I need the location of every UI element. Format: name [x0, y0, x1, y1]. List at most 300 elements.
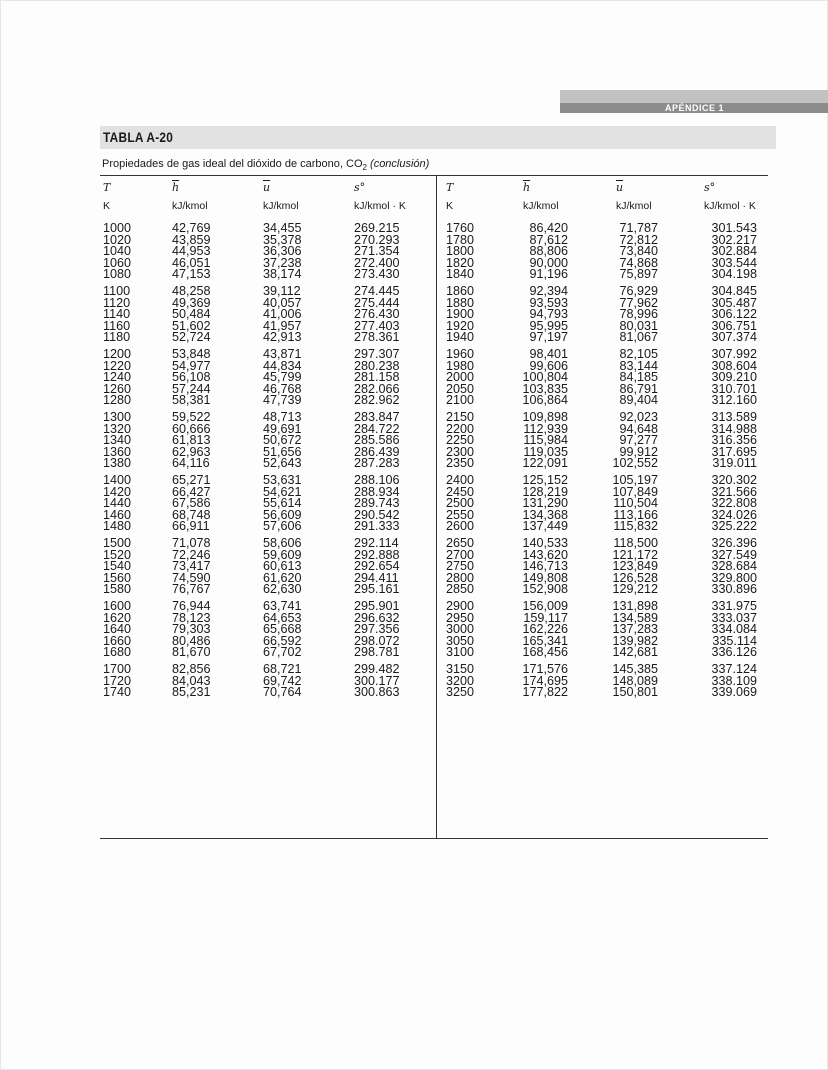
- table-cell: 1060: [103, 255, 132, 270]
- table-cell: 1000: [103, 221, 132, 235]
- table-cell: 304.845: [711, 284, 757, 298]
- table-cell: 1980: [446, 358, 475, 373]
- row-group: [103, 412, 131, 470]
- table-cell: 313.589: [711, 410, 757, 424]
- table-cell: 100,804: [522, 370, 568, 384]
- row-group: [172, 223, 211, 281]
- table-cell: 1420: [103, 484, 132, 499]
- table-cell: 2100: [446, 393, 475, 407]
- table-cell: 102,552: [612, 456, 658, 470]
- table-cell: 148,089: [612, 673, 658, 688]
- table-cell: 2750: [446, 559, 475, 573]
- row-group: [700, 286, 757, 344]
- table-cell: 66,592: [263, 633, 302, 648]
- table-cell: 137,449: [522, 519, 568, 533]
- table-cell: 122,091: [522, 456, 568, 470]
- table-title-band: [100, 126, 776, 149]
- table-cell: 54,977: [172, 358, 211, 373]
- column-left-u: [263, 223, 302, 704]
- table-cell: 73,417: [172, 559, 211, 573]
- table-cell: 1240: [103, 370, 132, 384]
- table-cell: 149,808: [522, 570, 568, 585]
- table-cell: 269.215: [354, 221, 400, 235]
- table-cell: 1580: [103, 582, 132, 596]
- table-cell: 296.632: [354, 610, 400, 625]
- appendix-band: [560, 90, 828, 116]
- table-cell: 40,057: [263, 295, 302, 310]
- table-cell: 1560: [103, 570, 132, 585]
- table-cell: 58,606: [263, 536, 302, 550]
- row-group: [446, 349, 474, 407]
- table-cell: 42,913: [263, 330, 302, 344]
- table-cell: 65,668: [263, 622, 302, 636]
- table-cell: 75,897: [619, 267, 658, 281]
- row-group: [103, 664, 131, 699]
- row-group: [263, 223, 302, 281]
- table-cell: 292.114: [354, 536, 399, 550]
- table-cell: 307.374: [711, 330, 757, 344]
- row-group: [446, 664, 474, 699]
- table-cell: 51,602: [172, 318, 211, 333]
- table-cell: 2000: [446, 370, 475, 384]
- table-cell: 336.126: [711, 645, 757, 659]
- table-cell: 285.586: [354, 433, 400, 447]
- table-cell: 64,116: [172, 456, 210, 470]
- row-group: [103, 601, 131, 659]
- header-left-h-unit: kJ/kmol: [172, 200, 208, 212]
- table-cell: 2900: [446, 599, 475, 613]
- table-cell: 61,620: [263, 570, 302, 585]
- table-cell: 56,609: [263, 507, 302, 522]
- header-right-T-symbol: T: [446, 181, 454, 194]
- table-cell: 335.114: [712, 633, 757, 648]
- table-cell: 43,859: [172, 232, 211, 247]
- table-cell: 2350: [446, 456, 475, 470]
- column-left-h: [172, 223, 211, 704]
- row-group: [446, 475, 474, 533]
- table-cell: 55,614: [263, 496, 302, 510]
- table-cell: 113,166: [613, 507, 658, 522]
- table-cell: 1540: [103, 559, 132, 573]
- table-cell: 105,197: [612, 473, 658, 487]
- table-cell: 43,871: [263, 347, 302, 361]
- table-cell: 2250: [446, 433, 475, 447]
- table-cell: 271.354: [354, 244, 400, 258]
- table-cell: 118,500: [613, 536, 658, 550]
- table-cell: 305.487: [711, 295, 757, 310]
- table-cell: 1380: [103, 456, 132, 470]
- table-cell: 322.808: [711, 496, 757, 510]
- table-cell: 109,898: [522, 410, 568, 424]
- table-cell: 291.333: [354, 519, 400, 533]
- table-cell: 150,801: [612, 685, 658, 699]
- table-cell: 1720: [103, 673, 132, 688]
- table-cell: 80,486: [172, 633, 211, 648]
- table-cell: 98,401: [529, 347, 568, 361]
- row-group: [263, 349, 302, 407]
- table-cell: 1880: [446, 295, 475, 310]
- table-cell: 44,834: [263, 358, 302, 373]
- table-cell: 47,153: [172, 267, 211, 281]
- table-cell: 308.604: [711, 358, 757, 373]
- table-center-divider: [436, 175, 437, 838]
- table-cell: 56,108: [172, 370, 211, 384]
- row-group: [598, 286, 658, 344]
- table-cell: 53,631: [263, 473, 302, 487]
- table-bottom-rule: [100, 838, 768, 839]
- table-cell: 1960: [446, 347, 475, 361]
- table-cell: 134,589: [612, 610, 658, 625]
- row-group: [263, 538, 302, 596]
- table-cell: 1080: [103, 267, 132, 281]
- table-cell: 85,231: [172, 685, 211, 699]
- column-right-h: [506, 223, 568, 704]
- table-cell: 1120: [103, 295, 131, 310]
- table-cell: 1940: [446, 330, 475, 344]
- row-group: [172, 538, 211, 596]
- table-cell: 62,630: [263, 582, 302, 596]
- header-left-s-unit: kJ/kmol · K: [354, 200, 406, 212]
- row-group: [506, 538, 568, 596]
- table-cell: 331.975: [711, 599, 757, 613]
- header-right-u-unit: kJ/kmol: [616, 200, 652, 212]
- table-cell: 288.106: [354, 473, 400, 487]
- table-cell: 1520: [103, 547, 132, 562]
- table-cell: 76,929: [619, 284, 658, 298]
- table-cell: 339.069: [711, 685, 757, 699]
- table-cell: 106,864: [522, 393, 568, 407]
- table-cell: 50,484: [172, 307, 211, 321]
- table-cell: 121,172: [612, 547, 658, 562]
- table-cell: 334.084: [711, 622, 757, 636]
- table-cell: 78,996: [619, 307, 658, 321]
- table-cell: 290.542: [354, 507, 400, 522]
- table-cell: 110,504: [613, 496, 658, 510]
- table-cell: 282.962: [354, 393, 400, 407]
- table-cell: 1440: [103, 496, 132, 510]
- table-cell: 90,000: [529, 255, 568, 270]
- table-cell: 312.160: [711, 393, 757, 407]
- table-cell: 1700: [103, 662, 132, 676]
- row-group: [700, 412, 757, 470]
- table-cell: 3100: [446, 645, 475, 659]
- table-cell: 45,799: [263, 370, 302, 384]
- table-cell: 275.444: [354, 295, 400, 310]
- table-cell: 310.701: [711, 381, 757, 396]
- row-group: [446, 538, 474, 596]
- table-cell: 59,609: [263, 547, 302, 562]
- table-cell: 297.356: [354, 622, 400, 636]
- caption-main: Propiedades de gas ideal del dióxido de carbono, CO: [102, 158, 363, 170]
- table-cell: 95,995: [529, 318, 568, 333]
- row-group: [354, 286, 400, 344]
- row-group: [103, 475, 131, 533]
- table-cell: 54,621: [263, 484, 302, 499]
- table-cell: 2450: [446, 484, 475, 499]
- table-cell: 1900: [446, 307, 475, 321]
- table-cell: 1820: [446, 255, 475, 270]
- table-cell: 62,963: [172, 444, 211, 459]
- table-cell: 1300: [103, 410, 132, 424]
- table-cell: 1740: [103, 685, 132, 699]
- row-group: [172, 286, 211, 344]
- table-cell: 1840: [446, 267, 475, 281]
- row-group: [700, 475, 757, 533]
- table-cell: 2850: [446, 582, 475, 596]
- header-right-u-symbol: $\overline{u}$: [616, 181, 624, 194]
- table-cell: 53,848: [172, 347, 211, 361]
- table-cell: 93,593: [529, 295, 568, 310]
- table-cell: 66,911: [172, 519, 210, 533]
- table-cell: 44,953: [172, 244, 211, 258]
- row-group: [263, 475, 302, 533]
- table-cell: 177,822: [522, 685, 568, 699]
- table-cell: 67,702: [263, 645, 302, 659]
- table-cell: 47,739: [263, 393, 302, 407]
- table-cell: 99,912: [619, 444, 658, 459]
- table-cell: 65,271: [172, 473, 211, 487]
- table-cell: 1180: [103, 330, 131, 344]
- table-cell: 337.124: [711, 662, 757, 676]
- table-cell: 146,713: [522, 559, 568, 573]
- table-cell: 81,670: [172, 645, 211, 659]
- header-left-s-symbol: s°: [354, 181, 366, 194]
- table-cell: 286.439: [354, 444, 400, 459]
- row-group: [598, 664, 658, 699]
- row-group: [700, 349, 757, 407]
- table-cell: 143,620: [522, 547, 568, 562]
- table-cell: 1140: [103, 307, 131, 321]
- row-group: [263, 664, 302, 699]
- appendix-label: APÉNDICE 1: [560, 103, 828, 113]
- table-cell: 52,643: [263, 456, 302, 470]
- table-cell: 88,806: [529, 244, 568, 258]
- row-group: [263, 412, 302, 470]
- table-cell: 1480: [103, 519, 132, 533]
- header-left-T-unit: K: [103, 200, 111, 212]
- table-cell: 277.403: [354, 318, 400, 333]
- row-group: [263, 286, 302, 344]
- row-group: [598, 412, 658, 470]
- table-cell: 84,185: [619, 370, 658, 384]
- table-cell: 140,533: [522, 536, 568, 550]
- table-cell: 86,420: [529, 221, 568, 235]
- table-cell: 270.293: [354, 232, 400, 247]
- table-cell: 1760: [446, 221, 475, 235]
- table-cell: 57,244: [172, 381, 211, 396]
- header-right-h-unit: kJ/kmol: [523, 200, 559, 212]
- row-group: [172, 664, 211, 699]
- header-left-h-symbol: $\overline{h}$: [172, 181, 180, 194]
- header-left-u-unit: kJ/kmol: [263, 200, 299, 212]
- table-cell: 1020: [103, 232, 132, 247]
- table-cell: 1620: [103, 610, 132, 625]
- table-cell: 66,427: [172, 484, 211, 499]
- table-cell: 3150: [446, 662, 475, 676]
- row-group: [598, 538, 658, 596]
- table-cell: 287.283: [354, 456, 400, 470]
- table-cell: 325.222: [711, 519, 757, 533]
- caption-subscript: 2: [362, 163, 367, 173]
- table-cell: 278.361: [354, 330, 400, 344]
- row-group: [446, 286, 474, 344]
- row-group: [506, 349, 568, 407]
- table-cell: 42,769: [172, 221, 211, 235]
- table-cell: 94,648: [619, 421, 658, 436]
- table-cell: 1400: [103, 473, 132, 487]
- table-cell: 125,152: [522, 473, 568, 487]
- table-cell: 2050: [446, 381, 475, 396]
- table-cell: 1860: [446, 284, 475, 298]
- table-cell: 2950: [446, 610, 475, 625]
- table-cell: 97,277: [619, 433, 658, 447]
- table-cell: 115,984: [523, 433, 568, 447]
- table-cell: 34,455: [263, 221, 302, 235]
- table-cell: 298.072: [354, 633, 400, 648]
- table-cell: 295.161: [354, 582, 400, 596]
- table-cell: 57,606: [263, 519, 302, 533]
- table-cell: 338.109: [711, 673, 757, 688]
- table-cell: 1360: [103, 444, 132, 459]
- table-cell: 46,768: [263, 381, 302, 396]
- table-cell: 63,741: [263, 599, 302, 613]
- row-group: [506, 601, 568, 659]
- table-cell: 328.684: [711, 559, 757, 573]
- row-group: [354, 601, 400, 659]
- table-cell: 326.396: [711, 536, 757, 550]
- table-cell: 321.566: [711, 484, 757, 499]
- table-cell: 50,672: [263, 433, 302, 447]
- row-group: [446, 412, 474, 470]
- table-cell: 60,666: [172, 421, 211, 436]
- row-group: [354, 475, 400, 533]
- row-group: [700, 601, 757, 659]
- table-cell: 292.654: [354, 559, 400, 573]
- table-cell: 46,051: [172, 255, 211, 270]
- table-cell: 1200: [103, 347, 132, 361]
- table-cell: 152,908: [522, 582, 568, 596]
- table-cell: 37,238: [263, 255, 302, 270]
- table-cell: 1160: [103, 318, 131, 333]
- table-cell: 126,528: [612, 570, 658, 585]
- column-right-s: [700, 223, 757, 704]
- table-cell: 306.751: [711, 318, 757, 333]
- table-cell: 300.177: [354, 673, 400, 688]
- table-cell: 289.743: [354, 496, 400, 510]
- table-cell: 74,868: [619, 255, 658, 270]
- table-cell: 82,856: [172, 662, 211, 676]
- table-cell: 306.122: [711, 307, 757, 321]
- table-cell: 292.888: [354, 547, 400, 562]
- table-cell: 142,681: [612, 645, 658, 659]
- table-cell: 68,721: [263, 662, 302, 676]
- row-group: [354, 538, 400, 596]
- row-group: [172, 475, 211, 533]
- table-cell: 145,385: [612, 662, 658, 676]
- table-cell: 317.695: [711, 444, 757, 459]
- table-cell: 64,653: [263, 610, 302, 625]
- table-cell: 295.901: [354, 599, 400, 613]
- table-cell: 48,258: [172, 284, 211, 298]
- table-cell: 1680: [103, 645, 132, 659]
- table-caption: [102, 158, 429, 172]
- table-cell: 174,695: [522, 673, 568, 688]
- table-cell: 1460: [103, 507, 132, 522]
- table-cell: 283.847: [354, 410, 400, 424]
- table-cell: 89,404: [619, 393, 658, 407]
- table-cell: 80,031: [619, 318, 658, 333]
- table-cell: 272.400: [354, 255, 400, 270]
- table-cell: 1600: [103, 599, 132, 613]
- table-cell: 303.544: [711, 255, 757, 270]
- table-cell: 39,112: [263, 284, 301, 298]
- table-cell: 94,793: [529, 307, 568, 321]
- table-cell: 294.411: [354, 570, 399, 585]
- table-cell: 58,381: [172, 393, 211, 407]
- table-cell: 70,764: [263, 685, 302, 699]
- row-group: [506, 412, 568, 470]
- table-cell: 81,067: [619, 330, 658, 344]
- table-cell: 273.430: [354, 267, 400, 281]
- row-group: [103, 286, 131, 344]
- table-cell: 99,606: [529, 358, 568, 373]
- table-cell: 3000: [446, 622, 475, 636]
- table-cell: 74,590: [172, 570, 211, 585]
- table-cell: 1780: [446, 232, 475, 247]
- header-right-s-symbol: s°: [704, 181, 716, 194]
- table-cell: 35,378: [263, 232, 302, 247]
- table-cell: 320.302: [711, 473, 757, 487]
- row-group: [172, 412, 211, 470]
- table-cell: 76,767: [172, 582, 211, 596]
- table-cell: 2200: [446, 421, 475, 436]
- row-group: [700, 664, 757, 699]
- table-cell: 1040: [103, 244, 132, 258]
- table-cell: 92,023: [619, 410, 658, 424]
- table-cell: 3250: [446, 685, 475, 699]
- row-group: [598, 601, 658, 659]
- row-group: [354, 412, 400, 470]
- table-cell: 71,078: [172, 536, 211, 550]
- table-cell: 112,939: [523, 421, 568, 436]
- row-group: [103, 538, 131, 596]
- table-cell: 78,123: [172, 610, 211, 625]
- row-group: [700, 223, 757, 281]
- table-cell: 297.307: [354, 347, 400, 361]
- header-left-u-symbol: $\overline{u}$: [263, 181, 271, 194]
- table-cell: 52,724: [172, 330, 211, 344]
- table-title: TABLA A-20: [103, 130, 174, 145]
- table-cell: 304.198: [711, 267, 757, 281]
- header-left-T-symbol: T: [103, 181, 111, 194]
- row-group: [354, 664, 400, 699]
- table-cell: 103,835: [522, 381, 568, 396]
- table-cell: 131,898: [612, 599, 658, 613]
- table-cell: 1100: [103, 284, 131, 298]
- row-group: [103, 223, 131, 281]
- table-cell: 38,174: [263, 267, 302, 281]
- table-cell: 165,341: [522, 633, 568, 648]
- header-right-T-unit: K: [446, 200, 454, 212]
- table-cell: 123,849: [612, 559, 658, 573]
- row-group: [354, 349, 400, 407]
- table-cell: 307.992: [711, 347, 757, 361]
- table-cell: 159,117: [523, 610, 568, 625]
- table-cell: 324.026: [711, 507, 757, 522]
- table-cell: 302.884: [711, 244, 757, 258]
- table-cell: 72,812: [619, 232, 658, 247]
- table-cell: 276.430: [354, 307, 400, 321]
